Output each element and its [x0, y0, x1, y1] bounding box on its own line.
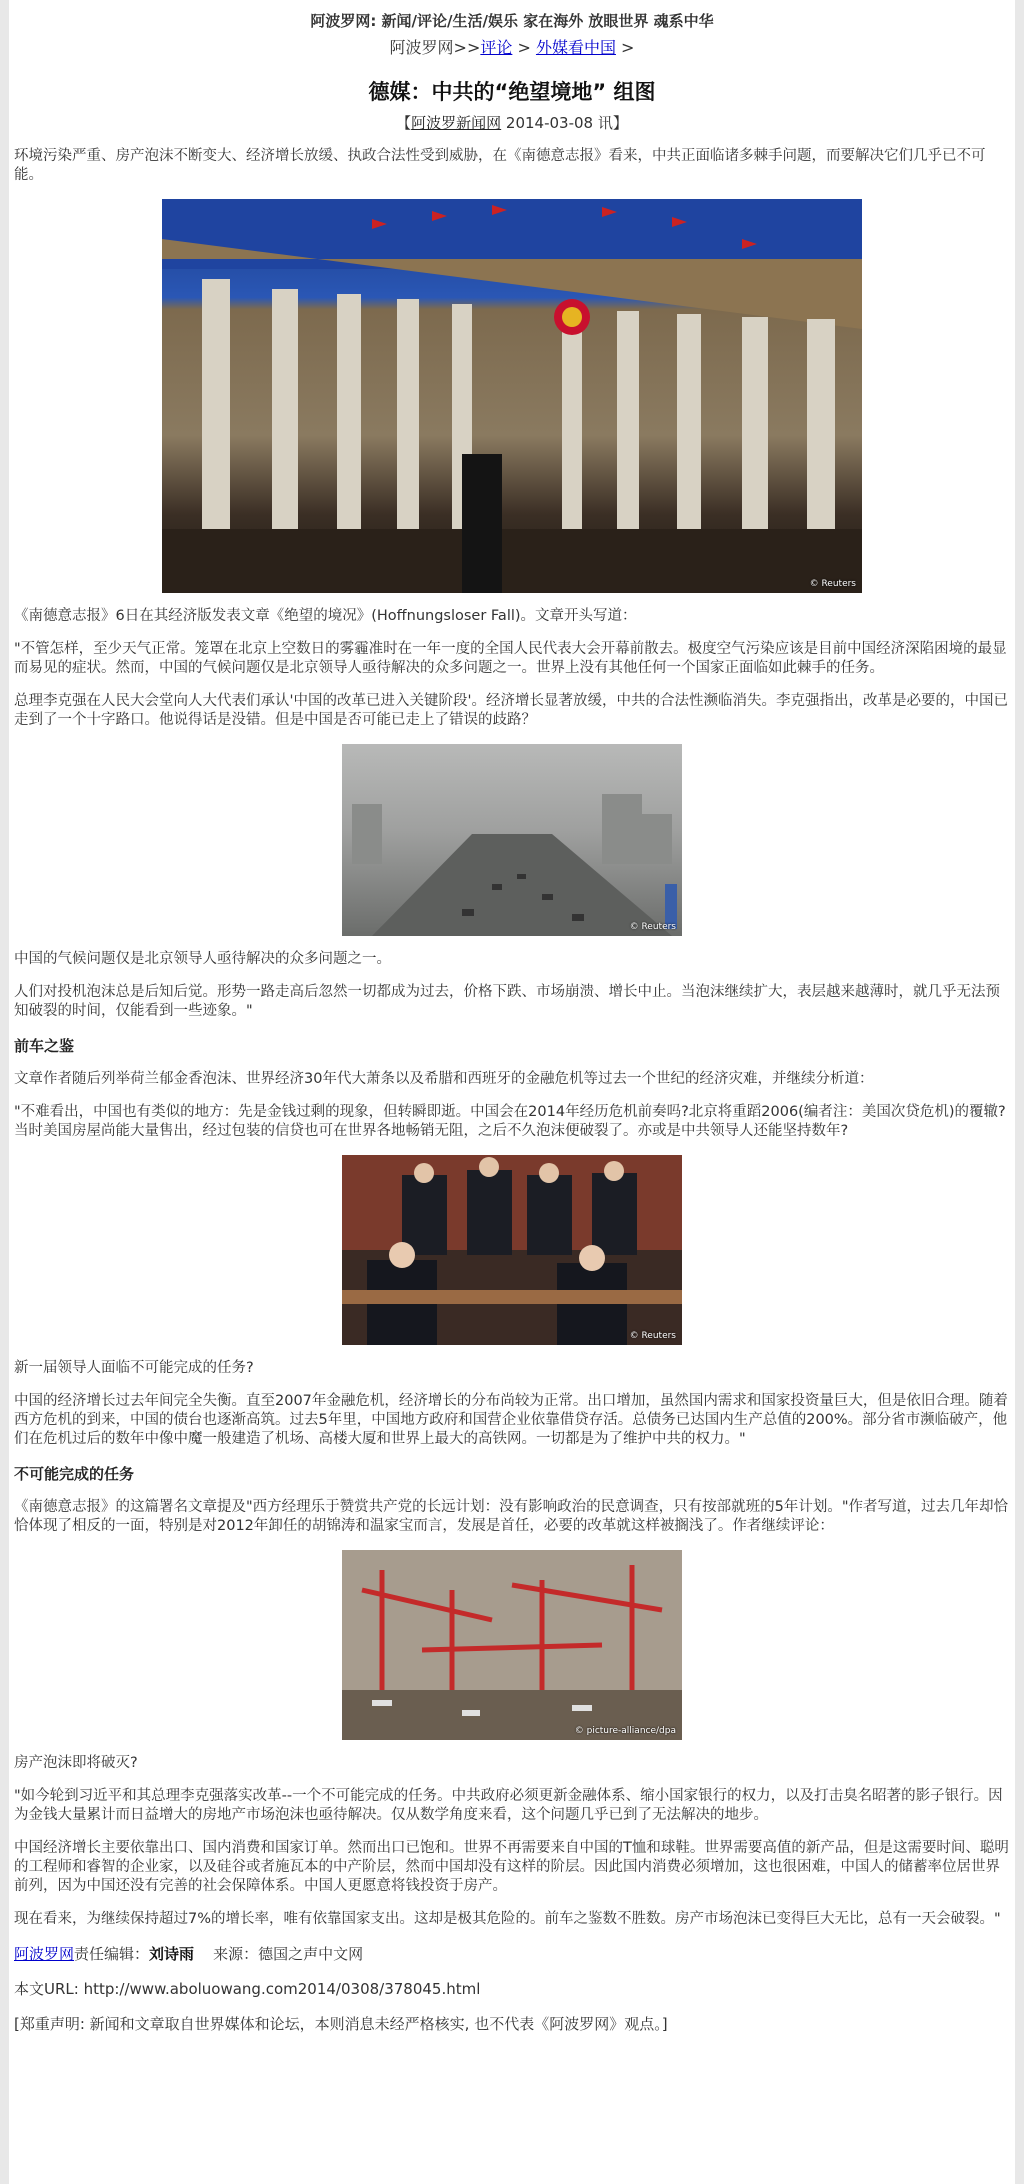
- construction-site-photo: [342, 1550, 682, 1740]
- article-date: 2014-03-08 讯】: [501, 114, 628, 132]
- leaders-photo: [342, 1155, 682, 1345]
- breadcrumb: [14, 35, 1010, 58]
- breadcrumb-link-foreign-media[interactable]: 外媒看中国: [535, 38, 616, 57]
- editor-name: 刘诗雨: [149, 1945, 195, 1963]
- article-source: 来源：德国之声中文网: [213, 1945, 364, 1963]
- paragraph: "如今轮到习近平和其总理李克强落实改革--一个不可能完成的任务。中共政府必须更新金融体系、缩小国家银行的权力，以及打击臭名昭著的影子银行。因为金钱大量累计而日益增大的房地产市场泡沫也亟待解决。仅从数学角度来看，这个问题几乎已到了无法解决的地步。: [14, 1788, 1003, 1823]
- disclaimer: [郑重声明: 新闻和文章取自世界媒体和论坛，本则消息未经严格核实, 也不代表《阿波罗网》观点。]: [14, 2015, 668, 2033]
- paragraph: 人们对投机泡沫总是后知后觉。形势一路走高后忽然一切都成为过去，价格下跌、市场崩溃、增长中止。当泡沫继续扩大，表层越来越薄时，就几乎无法预知破裂的时间，仅能看到一些迹象。": [14, 984, 1000, 1019]
- paragraph: 新一届领导人面临不可能完成的任务?: [14, 1360, 254, 1376]
- paragraph: 《南德意志报》的这篇署名文章提及"西方经理乐于赞赏共产党的长远计划：没有影响政治的民意调查，只有按部就班的5年计划。"作者写道，过去几年却恰恰体现了相反的一面，特别是对2012年卸任的胡锦涛和温家宝而言，发展是首任，必要的改革就这样被搁浅了。作者继续评论：: [14, 1499, 1009, 1534]
- photo-credit: © picture-alliance/dpa: [574, 1726, 676, 1736]
- paragraph: 中国的经济增长过去年间完全失衡。直至2007年金融危机，经济增长的分布尚较为正常。出口增加，虽然国内需求和国家投资量巨大，但是依旧合理。随着西方危机的到来，中国的债台也逐渐高筑。过去5年里，中国地方政府和国营企业依靠借贷存活。总债务已达国内生产总值的200%。部分省市濒临破产，他们在危机过后的数年中像中魔一般建造了机场、高楼大厦和世界上最大的高铁网。一切都是为了维护中共的权力。": [14, 1393, 1008, 1447]
- paragraph: 中国经济增长主要依靠出口、国内消费和国家订单。然而出口已饱和。世界不再需要来自中国的T恤和球鞋。世界需要高值的新产品，但是这需要时间、聪明的工程师和睿智的企业家，以及硅谷或者施瓦本的中产阶层，然而中国却没有这样的阶层。因此国内消费必须增加，这也很困难，中国人的储蓄率位居世界前列，因为中国还没有完善的社会保障体系。中国人更愿意将钱投资于房产。: [14, 1840, 1009, 1894]
- paragraph: 总理李克强在人民大会堂向人大代表们承认'中国的改革已进入关键阶段'。经济增长显著放缓，中共的合法性濒临消失。李克强指出，改革是必要的，中国已走到了一个十字路口。他说得话是没错。但是中国是否可能已走上了错误的歧路？: [14, 693, 1008, 728]
- great-hall-photo: [162, 199, 862, 593]
- paragraph: 房产泡沫即将破灭?: [14, 1755, 138, 1771]
- page: [9, 0, 1015, 2184]
- section-heading: 前车之鉴: [14, 1037, 75, 1055]
- photo-credit: © Reuters: [629, 922, 676, 932]
- smog-illustration: [342, 744, 682, 936]
- article-url: 本文URL: http://www.aboluowang.com2014/0308/378045.html: [14, 1980, 481, 1998]
- paragraph: "不管怎样，至少天气正常。笼罩在北京上空数日的雾霾准时在一年一度的全国人民代表大会开幕前散去。极度空气污染应该是目前中国经济深陷困境的最显而易见的症状。然而，中国的气候问题仅是北京领导人亟待解决的众多问题之一。世界上没有其他任何一个国家正面临如此棘手的任务。: [14, 641, 1007, 676]
- paragraph: "不难看出，中国也有类似的地方：先是金钱过剩的现象，但转瞬即逝。中国会在2014年经历危机前奏吗?北京将重蹈2006(编者注：美国次贷危机)的覆辙?当时美国房屋尚能大量售出，经过包装的信贷也可在世界各地畅销无阻，之后不久泡沫便破裂了。亦或是中共领导人还能坚持数年?: [14, 1104, 1006, 1139]
- article-title: 德媒：中共的“绝望境地” 组图: [368, 80, 656, 104]
- paragraph: 环境污染严重、房产泡沫不断变大、经济增长放缓、执政合法性受到威胁，在《南德意志报》看来，中共正面临诸多棘手问题，而要解决它们几乎已不可能。: [14, 148, 986, 183]
- editor-line: 阿波罗网责任编辑：刘诗雨 来源：德国之声中文网: [14, 1945, 364, 1963]
- breadcrumb-home: 阿波罗网>>: [389, 38, 481, 57]
- breadcrumb-separator-end: >: [615, 38, 635, 57]
- paragraph: 中国的气候问题仅是北京领导人亟待解决的众多问题之一。: [14, 951, 391, 967]
- paragraph: 现在看来，为继续保持超过7%的增长率，唯有依靠国家支出。这却是极其危险的。前车之鉴数不胜数。房产市场泡沫已变得巨大无比，总有一天会破裂。": [14, 1911, 1001, 1927]
- paragraph: 《南德意志报》6日在其经济版发表文章《绝望的境况》(Hoffnungsloser Fall)。文章开头写道：: [14, 608, 637, 624]
- photo-credit: © Reuters: [629, 1331, 676, 1341]
- breadcrumb-link-review[interactable]: 评论: [480, 38, 513, 57]
- smog-road-photo: [342, 744, 682, 936]
- article-meta: 【阿波罗新闻网 2014-03-08 讯】: [396, 114, 628, 132]
- site-link[interactable]: 阿波罗网: [14, 1945, 75, 1963]
- paragraph: 文章作者随后列举荷兰郁金香泡沫、世界经济30年代大萧条以及希腊和西班牙的金融危机等过去一个世纪的经济灾难，并继续分析道：: [14, 1071, 874, 1087]
- section-heading: 不可能完成的任务: [14, 1465, 135, 1483]
- breadcrumb-separator: >: [512, 38, 536, 57]
- site-tagline: 阿波罗网: 新闻/评论/生活/娱乐 家在海外 放眼世界 魂系中华: [310, 12, 714, 30]
- construction-illustration: [342, 1550, 682, 1740]
- great-hall-illustration: [162, 199, 862, 593]
- source-link[interactable]: 阿波罗新闻网: [411, 114, 502, 132]
- photo-credit: © Reuters: [809, 579, 856, 589]
- leaders-illustration: [342, 1155, 682, 1345]
